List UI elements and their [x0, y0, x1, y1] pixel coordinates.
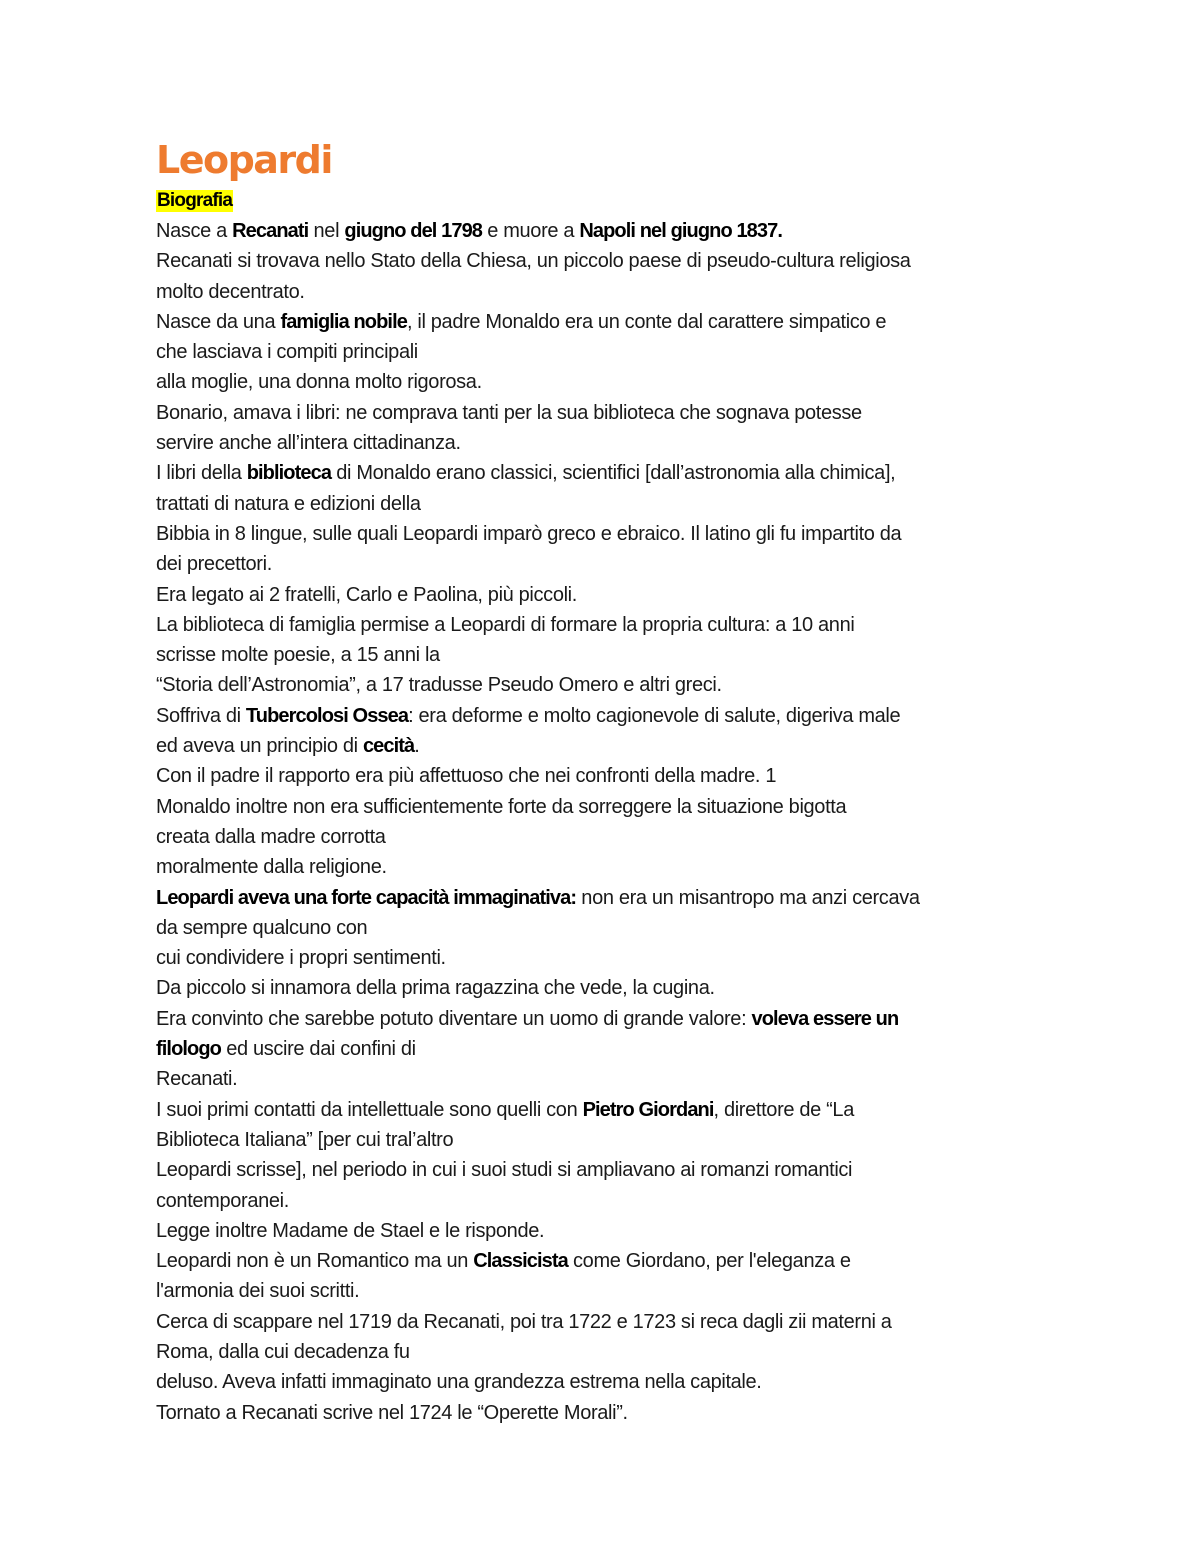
section-heading: Biografia — [157, 190, 233, 211]
bold-text: voleva essere un — [751, 1007, 899, 1030]
text-line — [156, 1337, 1056, 1367]
text-line — [156, 1034, 1056, 1064]
text-segment: Roma, dalla cui decadenza fu — [156, 1340, 410, 1363]
text-segment: Legge inoltre Madame de Stael e le risponde. — [156, 1219, 545, 1242]
text-line — [156, 246, 1056, 276]
text-segment: Monaldo inoltre non era sufficientemente forte da sorreggere la situazione bigotta — [156, 795, 847, 818]
text-line — [156, 883, 1056, 913]
text-line — [156, 610, 1056, 640]
text-line — [156, 973, 1056, 1003]
text-line — [156, 367, 1056, 397]
bold-text: giugno del 1798 — [344, 220, 483, 242]
text-line — [156, 731, 1056, 761]
text-segment: Tornato a Recanati scrive nel 1724 le “Operette Morali”. — [156, 1401, 628, 1424]
text-segment: Bonario, amava i libri: ne comprava tanti per la sua biblioteca che sognava potesse — [156, 401, 862, 424]
text-line — [156, 943, 1056, 973]
text-segment: Leopardi scrisse], nel periodo in cui i suoi studi si ampliavano ai romanzi romantici — [156, 1159, 853, 1182]
text-segment: , il padre Monaldo era un conte dal carattere simpatico e — [406, 310, 887, 333]
text-segment: non era un misantropo ma anzi cercava — [576, 886, 920, 909]
text-line — [156, 822, 1056, 852]
text-line — [156, 1095, 1056, 1125]
bold-text: Recanati — [232, 220, 309, 242]
text-segment: I libri della — [156, 462, 247, 485]
text-line — [156, 1246, 1056, 1276]
text-segment: servire anche all’intera cittadinanza. — [156, 432, 461, 455]
text-segment: di Monaldo erano classici, scientifici [dall’astronomia alla chimica], — [331, 462, 896, 485]
text-segment: come Giordano, per l'eleganza e — [567, 1250, 851, 1273]
document-body — [156, 216, 1056, 1428]
text-segment: : era deforme e molto cagionevole di salute, digeriva male — [408, 704, 901, 727]
text-line — [156, 1004, 1056, 1034]
text-line — [156, 1367, 1056, 1397]
text-line — [156, 1276, 1056, 1306]
text-line — [156, 1186, 1056, 1216]
text-line — [156, 337, 1056, 367]
text-line — [156, 1398, 1056, 1428]
text-segment: ed uscire dai confini di — [221, 1038, 416, 1061]
text-line — [156, 307, 1056, 337]
text-segment: scrisse molte poesie, a 15 anni la — [156, 644, 440, 667]
text-segment: dei precettori. — [156, 553, 272, 576]
bold-text: Pietro Giordani — [582, 1098, 714, 1121]
text-line — [156, 277, 1056, 307]
text-segment: molto decentrato. — [156, 280, 305, 303]
text-line — [156, 761, 1056, 791]
text-line — [156, 1125, 1056, 1155]
bold-text: cecità — [362, 735, 415, 758]
bold-text: famiglia nobile — [280, 310, 407, 333]
text-segment: da sempre qualcuno con — [156, 916, 368, 939]
text-segment: Era convinto che sarebbe potuto diventare un uomo di grande valore: — [156, 1007, 752, 1030]
text-segment: contemporanei. — [156, 1189, 289, 1212]
document-title: Leopardi — [156, 138, 332, 182]
text-segment: che lasciava i compiti principali — [156, 341, 418, 364]
bold-text: Tubercolosi Ossea — [245, 704, 409, 727]
text-segment: Con il padre il rapporto era più affettuoso che nei confronti della madre. 1 — [156, 765, 777, 788]
text-line — [156, 852, 1056, 882]
text-segment: e muore a — [482, 220, 580, 242]
text-line — [156, 1216, 1056, 1246]
text-line — [156, 670, 1056, 700]
text-segment: Soffriva di — [156, 704, 246, 727]
text-line — [156, 913, 1056, 943]
text-line — [156, 458, 1056, 488]
text-segment: , direttore de “La — [713, 1098, 854, 1121]
text-segment: Nasce da una — [156, 310, 281, 333]
text-segment: trattati di natura e edizioni della — [156, 492, 421, 515]
text-segment: cui condividere i propri sentimenti. — [156, 947, 446, 970]
text-segment: . — [414, 735, 420, 758]
text-line — [156, 701, 1056, 731]
text-segment: Da piccolo si innamora della prima ragazzina che vede, la cugina. — [156, 977, 715, 1000]
text-segment: Bibbia in 8 lingue, sulle quali Leopardi imparò greco e ebraico. Il latino gli fu impartito da — [156, 522, 902, 545]
text-segment: creata dalla madre corrotta — [156, 825, 386, 848]
text-line — [156, 580, 1056, 610]
bold-text: Napoli nel giugno 1837. — [579, 220, 783, 242]
text-segment: deluso. Aveva infatti immaginato una grandezza estrema nella capitale. — [156, 1371, 762, 1394]
text-segment: l'armonia dei suoi scritti. — [156, 1280, 360, 1303]
document-page — [156, 134, 1056, 1428]
text-segment: alla moglie, una donna molto rigorosa. — [156, 371, 482, 394]
text-line — [156, 398, 1056, 428]
text-segment: nel — [308, 220, 345, 242]
text-line — [156, 489, 1056, 519]
text-segment: Leopardi non è un Romantico ma un — [156, 1250, 474, 1273]
text-segment: La biblioteca di famiglia permise a Leopardi di formare la propria cultura: a 10 anni — [156, 613, 855, 636]
text-line — [156, 1064, 1056, 1094]
section-heading-wrap — [156, 186, 1056, 216]
text-segment: Era legato ai 2 fratelli, Carlo e Paolina, più piccoli. — [156, 583, 577, 606]
text-line — [156, 519, 1056, 549]
bold-text: Classicista — [473, 1250, 568, 1273]
text-line — [156, 216, 1056, 246]
text-segment: Cerca di scappare nel 1719 da Recanati, poi tra 1722 e 1723 si reca dagli zii materni a — [156, 1310, 892, 1333]
text-segment: Recanati. — [156, 1068, 238, 1091]
bold-text: filologo — [156, 1038, 221, 1061]
text-line — [156, 792, 1056, 822]
text-line — [156, 549, 1056, 579]
bold-text: Leopardi aveva una forte capacità immaginativa: — [156, 886, 577, 909]
text-line — [156, 428, 1056, 458]
text-segment: ed aveva un principio di — [156, 735, 363, 758]
text-segment: Nasce a — [156, 220, 233, 242]
text-segment: Biblioteca Italiana” [per cui tral’altro — [156, 1128, 454, 1151]
text-line — [156, 1155, 1056, 1185]
text-line — [156, 1307, 1056, 1337]
text-segment: moralmente dalla religione. — [156, 856, 387, 879]
text-segment: “Storia dell’Astronomia”, a 17 tradusse Pseudo Omero e altri greci. — [156, 674, 722, 697]
bold-text: biblioteca — [246, 462, 332, 485]
text-line — [156, 640, 1056, 670]
text-segment: Recanati si trovava nello Stato della Chiesa, un piccolo paese di pseudo-cultura religiosa — [156, 250, 911, 273]
text-segment: I suoi primi contatti da intellettuale sono quelli con — [156, 1098, 583, 1121]
